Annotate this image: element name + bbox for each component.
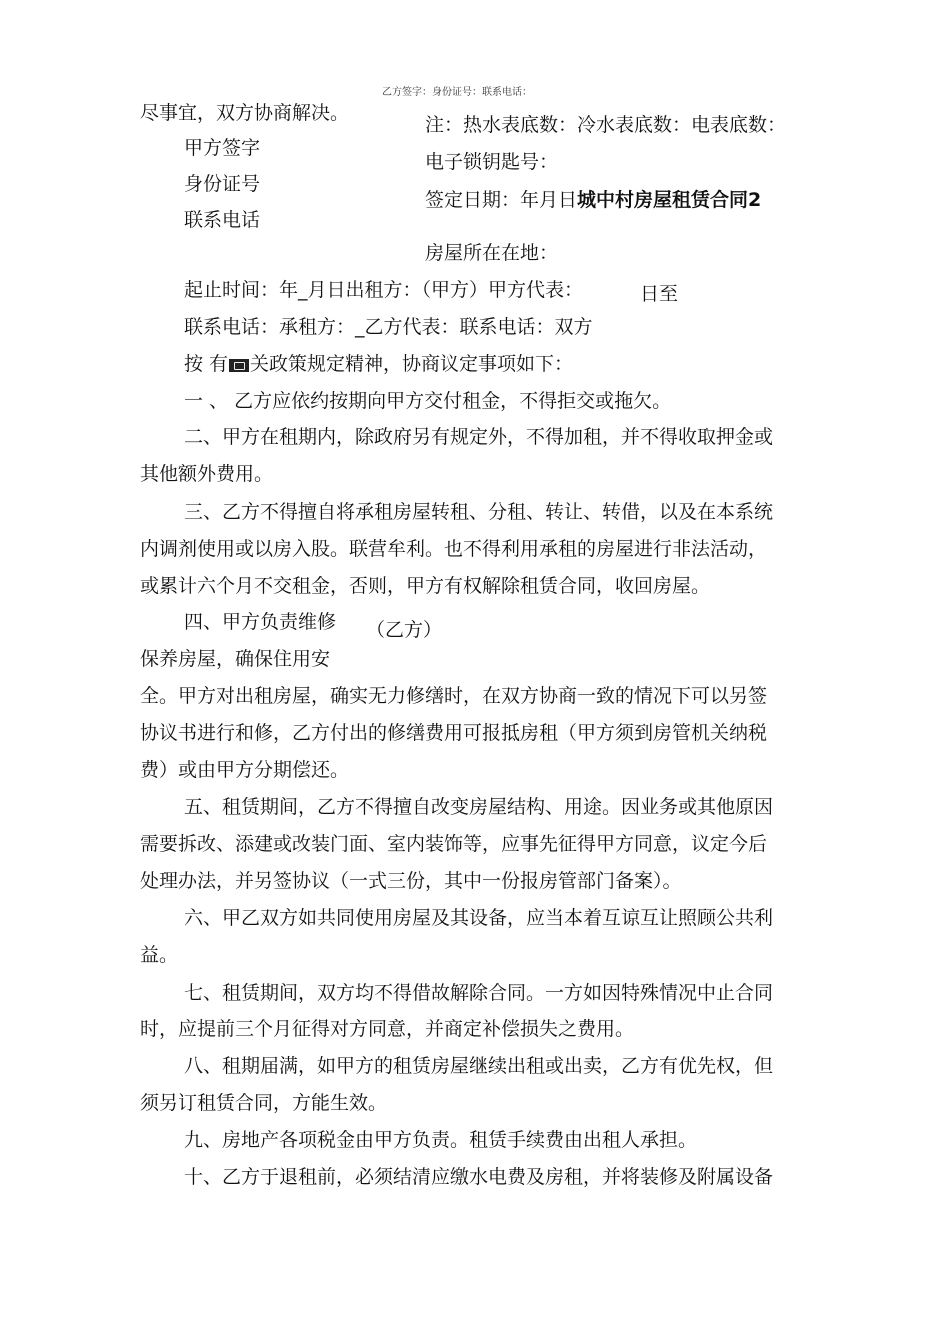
clause-7-line-1: 七、租赁期间，双方均不得借故解除合同。一方如因特殊情况中止合同	[184, 982, 774, 1004]
signing-date-label: 签定日期：年月日	[425, 189, 578, 211]
clause-8-line-2: 须另订租赁合同，方能生效。	[140, 1092, 388, 1114]
clause-6-line-2: 益。	[140, 944, 179, 966]
clause-9: 九、房地产各项税金由甲方负责。租赁手续费由出租人承担。	[184, 1129, 698, 1151]
clause-3-line-3: 或累计六个月不交租金，否则，甲方有权解除租赁合同，收回房屋。	[140, 575, 711, 597]
party-contacts-line: 联系电话：承租方：_乙方代表：联系电话：双方	[184, 316, 593, 338]
party-a-signature-label: 甲方签字	[184, 137, 261, 159]
signing-date-row	[425, 191, 761, 210]
clause-4-line-1: 四、甲方负责维修	[184, 611, 337, 633]
clause-3-line-2: 内调剂使用或以房入股。联营牟利。也不得利用承租的房屋进行非法活动，	[140, 538, 768, 560]
closing-line: 尽事宜，双方协商解决。	[140, 102, 350, 124]
according-to-policy-line	[184, 355, 573, 374]
electronic-key-number: 电子锁钥匙号：	[425, 151, 559, 173]
clause-8-line-1: 八、租期届满，如甲方的租赁房屋继续出租或出卖，乙方有优先权，但	[184, 1055, 774, 1077]
party-a-id-label: 身份证号	[184, 173, 261, 195]
clause-4-line-5: 费）或由甲方分期偿还。	[140, 759, 350, 781]
party-a-phone-label: 联系电话	[184, 209, 261, 231]
clause-3-line-1: 三、乙方不得擅自将承租房屋转租、分租、转让、转借，以及在本系统	[184, 501, 774, 523]
clause-4-line-4: 协议书进行和修，乙方付出的修缮费用可报抵房租（甲方须到房管机关纳税	[140, 722, 768, 744]
scan-artifact-icon	[229, 359, 249, 372]
clause-5-line-2: 需要拆改、添建或改装门面、室内装饰等，应事先征得甲方同意，议定今后	[140, 833, 768, 855]
property-location-label: 房屋所在在地：	[425, 242, 559, 264]
header-note: 乙方签字：身份证号：联系电话：	[382, 87, 532, 98]
clause-5-line-1: 五、租赁期间，乙方不得擅自改变房屋结构、用途。因业务或其他原因	[184, 796, 774, 818]
lease-period-line: 起止时间：年_月日出租方：（甲方）甲方代表：	[184, 279, 584, 301]
clause-2-line-1: 二、甲方在租期内，除政府另有规定外，不得加租，并不得收取押金或	[184, 426, 774, 448]
clause-2-line-2: 其他额外费用。	[140, 463, 274, 485]
clause-4-line-3: 全。甲方对出租房屋，确实无力修缮时，在双方协商一致的情况下可以另签	[140, 685, 768, 707]
according-text-a: 按 有	[184, 353, 229, 375]
clause-6-line-1: 六、甲乙双方如共同使用房屋及其设备，应当本着互谅互让照顾公共利	[184, 907, 774, 929]
according-text-b: 关政策规定精神，协商议定事项如下：	[250, 353, 574, 375]
day-to-label: 日至	[640, 283, 679, 305]
clause-5-line-3: 处理办法，并另签协议（一式三份，其中一份报房管部门备案）。	[140, 870, 682, 892]
contract-title: 城中村房屋租赁合同2	[577, 189, 762, 211]
clause-4-note: （乙方）	[366, 619, 443, 641]
clause-10-line-1: 十、乙方于退租前，必须结清应缴水电费及房租，并将装修及附属设备	[184, 1166, 774, 1188]
clause-7-line-2: 时，应提前三个月征得对方同意，并商定补偿损失之费用。	[140, 1018, 635, 1040]
meter-readings-note: 注：热水表底数：冷水表底数：电表底数：	[425, 114, 787, 136]
clause-1: 一 、 乙方应依约按期向甲方交付租金，不得拒交或拖欠。	[184, 390, 672, 412]
clause-4-line-2: 保养房屋，确保住用安	[140, 648, 331, 670]
